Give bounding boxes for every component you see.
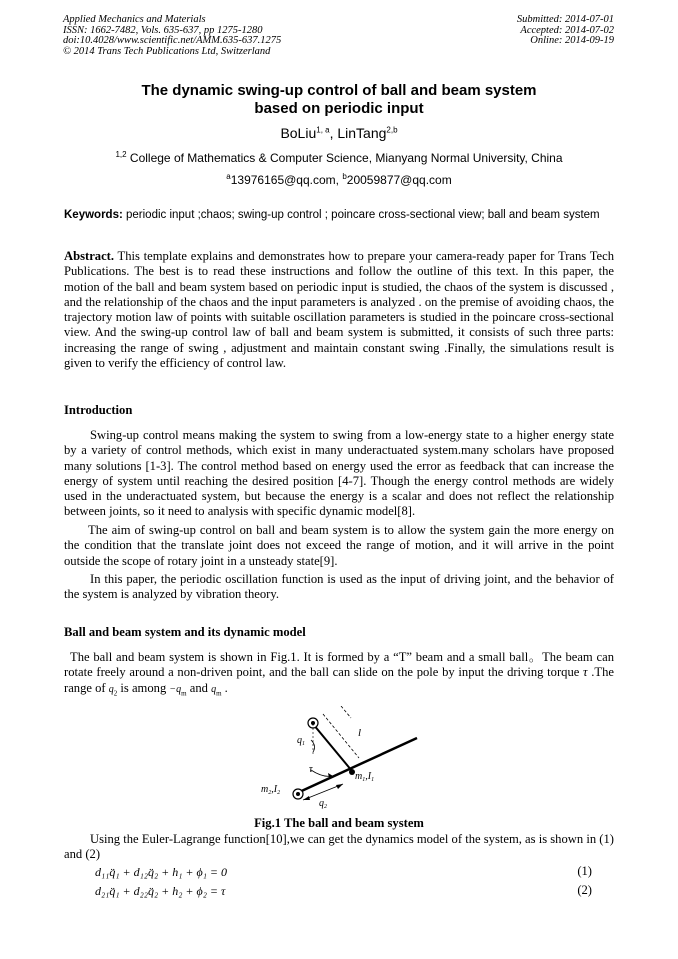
authors: BoLiu$^{1, a}$, LinTang$^{2,b}$ [280, 125, 398, 141]
length-dashed-line [323, 714, 362, 758]
equation-2: d₂₁q̈₁ + d₂₂q̈₂ + h₂ + ϕ₂ = τ [95, 884, 226, 898]
dates-header [517, 15, 614, 47]
pole [313, 724, 352, 771]
accepted-date: Accepted: 2014-07-02 [520, 24, 614, 36]
label-m1-i1: $m_1,I_1$ [355, 771, 375, 783]
equation-2-number: (2) [577, 883, 592, 897]
abstract: Abstract. This template explains and demonstrates how to prepare your camera-ready paper for Trans Tech Publications. The best is to read these instructions and follow the outline of this text. In this paper, the motion of the ball and beam system based on periodic input is studied, the chaos of the system is discussed , and the relationship of the chaos and the input parameters is analyzed . on the premise of avoiding chaos, the trajectory motion law of points with suitable oscillation parameters is studied in the poincare cross-sectional view. And the swing-up control law of ball and beam system is submitted, it consists of such three parts: increasing the range of swing , adjustment and maintain constant swing .Finally, the simulations result is given to verify the efficiency of control law. [64, 249, 614, 371]
label-q2: $q_2$ [319, 798, 327, 810]
equation-1: d₁₁q̈₁ + d₁₂q̈₂ + h₁ + ϕ₁ = 0 [95, 865, 227, 879]
intro-paragraph-2: The aim of swing-up control on ball and beam system is to allow the system gain the more energy on the condition that the translate joint does not exceed the range of motion, and it will arrive in the point outside the scope of rotary joint in a unsteady state[9]. [64, 523, 614, 568]
intro-paragraph-3: In this paper, the periodic oscillation function is used as the input of driving joint, and the behavior of the system is analyzed by vibration theory. [64, 572, 614, 602]
intro-paragraph-1: Swing-up control means making the system to swing from a low-energy state to a higher energy state by a variety of control methods, which exist in many underactuated system.many scholars have proposed many solutions [1-3]. The control method based on energy used the error as feedback that can increase the energy of system until reaching the desired position [4-7]. Though the energy control methods are widely used in the underactuated system, but because the energy is a scalar and does not reflect the relationship between joints, so it need to analysis with specific dynamic model[8]. [64, 428, 614, 519]
copyright-line: © 2014 Trans Tech Publications Ltd, Switzerland [63, 45, 271, 57]
model-paragraph-2: Using the Euler-Lagrange function[10],we can get the dynamics model of the system, as is shown in (1) and (2) [64, 832, 614, 862]
doi-line: doi:10.4028/www.scientific.net/AMM.635-637.1275 [63, 35, 282, 47]
ball-and-beam-figure [255, 706, 425, 810]
label-q1: $q_1$ [297, 735, 305, 747]
length-dashed-top [341, 706, 351, 718]
online-date: Online: 2014-09-19 [530, 35, 614, 47]
q2-arrowhead-right [336, 784, 343, 789]
paper-title: The dynamic swing-up control of ball and beam system based on periodic input [141, 82, 537, 117]
journal-name: Applied Mechanics and Materials [63, 14, 206, 25]
submitted-date: Submitted: 2014-07-01 [516, 14, 614, 25]
affiliation: $^{1,2}$ College of Mathematics & Computer Science, Mianyang Normal University, China [115, 150, 563, 165]
issn-line: ISSN: 1662-7482, Vols. 635-637, pp 1275-1280 [63, 24, 263, 36]
label-tau: τ [309, 764, 313, 775]
label-l: l [358, 727, 362, 739]
beam [295, 738, 417, 794]
keywords: Keywords: periodic input ;chaos; swing-up control ; poincare cross-sectional view; ball and beam system [64, 209, 600, 221]
intro-heading: Introduction [64, 403, 133, 417]
model-heading: Ball and beam system and its dynamic model [64, 625, 306, 639]
figure-caption: Fig.1 The ball and beam system [254, 816, 424, 830]
q2-arrowhead-left [303, 796, 310, 800]
equation-1-number: (1) [577, 864, 592, 878]
label-m2-i2: $m_2,I_2$ [261, 784, 281, 796]
emails: $^a$13976165@qq.com, $^b$20059877@qq.com [226, 172, 452, 187]
journal-header [63, 15, 281, 57]
model-paragraph-1: The ball and beam system is shown in Fig.1. It is formed by a “T” beam and a small ball。The beam can rotate freely around a non-driven point, and the ball can slide on the pole by input the driving torque τ .The range of $q_2$ is among $-q_m$ and $q_m$ . [64, 650, 614, 698]
ball-center [296, 792, 300, 796]
